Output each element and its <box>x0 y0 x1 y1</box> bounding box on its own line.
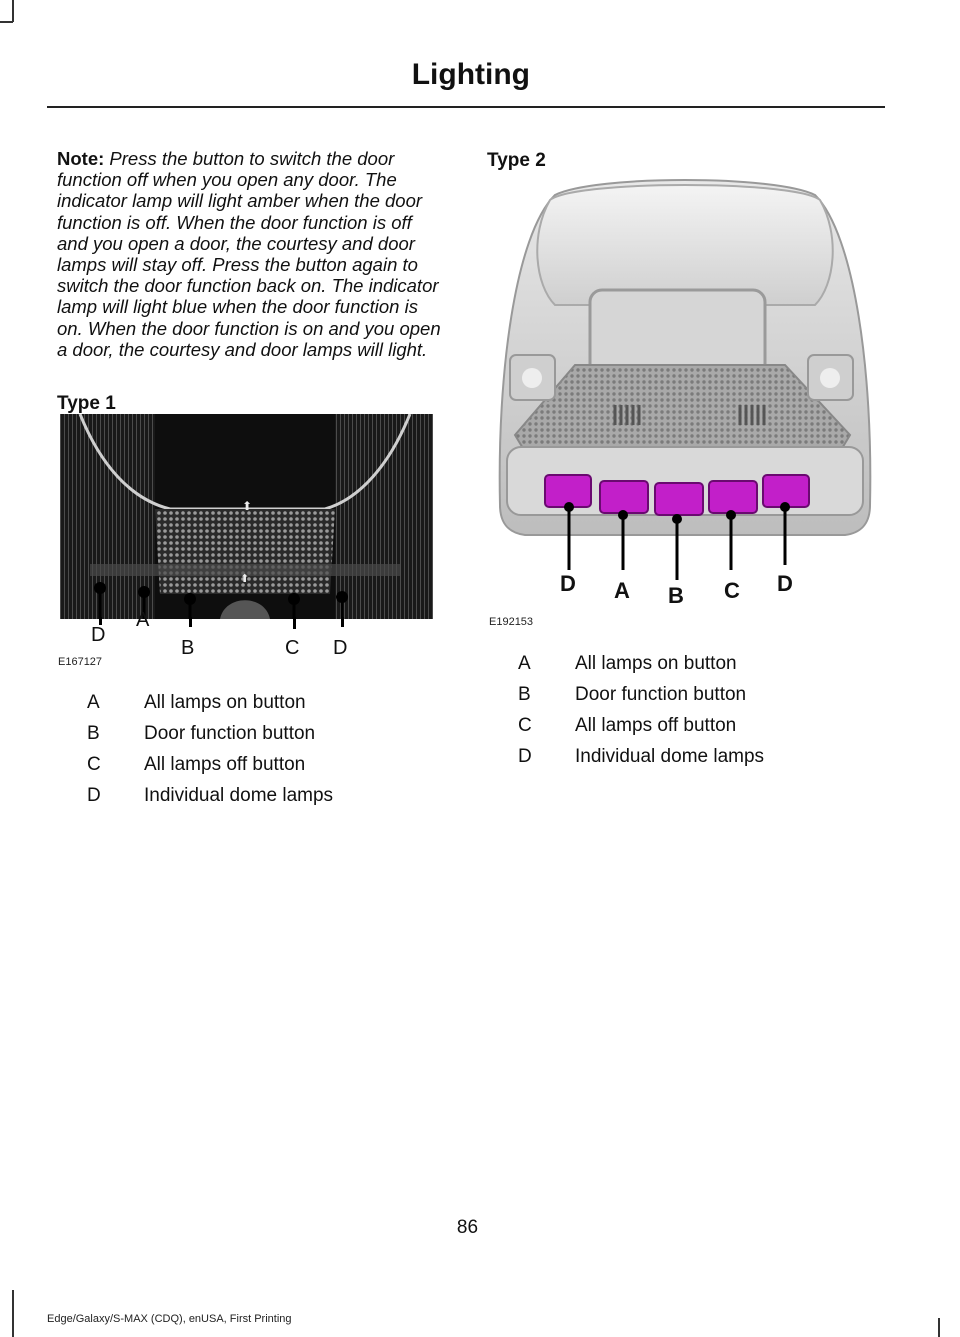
callout-label: C <box>724 578 740 603</box>
legend-key: D <box>518 746 532 767</box>
type1-figure <box>60 414 433 619</box>
callout-label: C <box>285 637 300 659</box>
footer-text: Edge/Galaxy/S-MAX (CDQ), enUSA, First Printing <box>47 1313 292 1325</box>
type2-label: Type 2 <box>487 150 546 171</box>
note-lead: Note: <box>57 148 105 169</box>
callout-label: D <box>333 637 348 659</box>
legend-text: Individual dome lamps <box>144 785 334 806</box>
callout-label: B <box>668 583 684 608</box>
type2-figure <box>485 175 885 615</box>
svg-text:⬆: ⬆ <box>240 572 250 585</box>
note-paragraph <box>57 148 447 360</box>
legend-text: All lamps off button <box>575 715 737 736</box>
legend-key: A <box>518 653 531 674</box>
type1-label: Type 1 <box>57 393 116 414</box>
leader-line <box>341 617 344 627</box>
crop-mark <box>938 1318 940 1337</box>
legend-text: All lamps on button <box>144 692 306 713</box>
callout-label: D <box>560 571 576 596</box>
callout-label: B <box>181 637 195 659</box>
legend-key: B <box>518 684 531 705</box>
page-number: 86 <box>456 1217 479 1238</box>
legend-text: Door function button <box>575 684 747 705</box>
figure-code: E192153 <box>489 616 534 628</box>
legend-key: B <box>87 723 100 744</box>
callout-label: D <box>91 624 106 646</box>
legend-key: C <box>87 754 101 775</box>
crop-mark <box>0 21 13 23</box>
crop-mark <box>12 1290 14 1337</box>
callout-label: A <box>136 609 150 631</box>
leader-line <box>189 617 192 627</box>
callout-label: A <box>614 578 630 603</box>
type2-overhead-console-illustration <box>485 175 885 615</box>
crop-mark <box>12 0 14 22</box>
svg-text:⬆: ⬆ <box>242 499 253 513</box>
type1-overhead-console-illustration <box>60 414 433 619</box>
legend-key: D <box>87 785 101 806</box>
leader-line <box>293 617 296 629</box>
page-title: Lighting <box>411 58 530 91</box>
legend-text: Individual dome lamps <box>575 746 765 767</box>
figure-code: E167127 <box>58 656 103 668</box>
legend-key: A <box>87 692 100 713</box>
callout-label: D <box>777 571 793 596</box>
legend-text: All lamps off button <box>144 754 306 775</box>
note-text: Press the button to switch the door function off when you open any door. The indicator lamp will light amber when the door function is off. When the door function is off and you open a door, the courtesy and door lamps will stay off. Press the button again to switch the door function back on. The indicator lamp will light blue when the door function is on. When the door function is on and you open a door, the courtesy and door lamps will light. <box>57 148 441 360</box>
header-rule <box>47 106 885 108</box>
legend-text: All lamps on button <box>575 653 737 674</box>
legend-text: Door function button <box>144 723 316 744</box>
legend-key: C <box>518 715 532 736</box>
